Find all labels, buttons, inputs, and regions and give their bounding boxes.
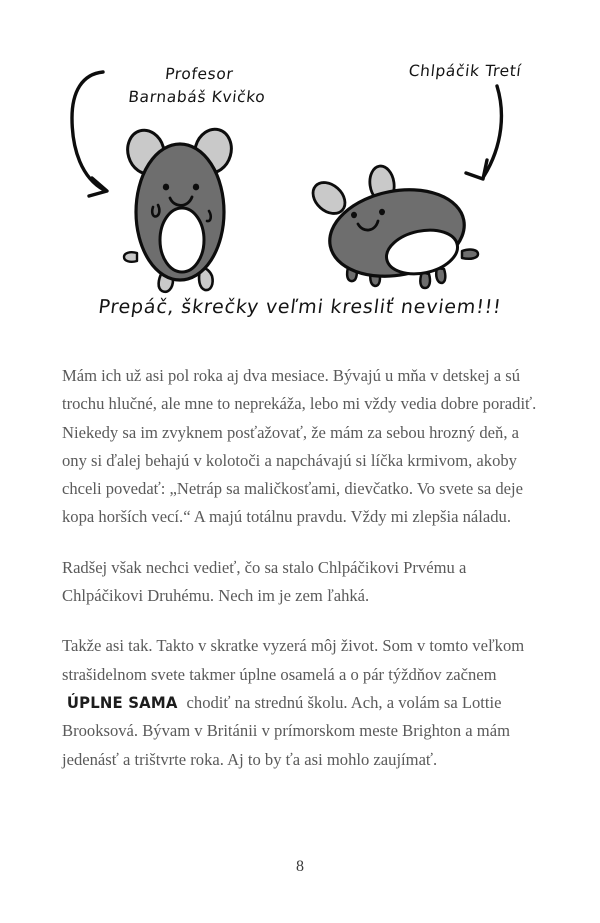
curved-arrow-icon-right — [466, 86, 501, 179]
hamster-lying-figure — [307, 165, 478, 288]
illustration-caption: Prepáč, škrečky veľmi kresliť neviem!!! — [97, 296, 503, 318]
paragraph-2: Radšej však nechci vedieť, čo sa stalo Chlpáčikovi Prvému a Chlpáčikovi Druhému. Nech im je zem ľahká. — [62, 557, 467, 606]
illustration-canvas — [0, 0, 600, 345]
body-text — [62, 362, 538, 774]
figure-label-left: Profesor Barnabáš Kvičko — [127, 65, 267, 107]
paragraph-3-part-b: chodiť na strednú školu. Ach, a volám sa Lottie Brooksová. Bývam v Británii v prímorskom meste Brighton a mám jedenásť a trištvrte roka. Aj to by ťa asi mohlo zaujímať. — [62, 692, 510, 769]
hamster-standing-figure — [123, 125, 237, 292]
figure-label-right: Chlpáčik Tretí — [407, 62, 523, 80]
paragraph-3-part-a: Takže asi tak. Takto v skratke vyzerá môj život. Som v tomto veľkom strašidelnom svete takmer úplne osamelá a o pár týždňov začnem — [62, 636, 525, 684]
paragraph-3 — [62, 632, 538, 773]
paragraph-1: Mám ich už asi pol roka aj dva mesiace. Bývajú u mňa v detskej a sú trochu hlučné, ale mne to neprekáža, lebo mi vždy vedia dobre poradiť. Niekedy sa im zvyknem posťažovať, že mám za sebou hrozný deň, a ony si ďalej behajú v kolotoči a napchávajú si líčka krmivom, akoby chceli povedať: „Netráp sa maličkosťami, dievčatko. Vo svete sa deje kopa horších vecí.“ A majú totálnu pravdu. Vždy mi zlepšia náladu. — [62, 366, 537, 527]
hamster-illustration — [0, 0, 600, 345]
emphasis-uplne-sama: ÚPLNE SAMA — [66, 692, 178, 712]
page-number: 8 — [296, 858, 304, 875]
